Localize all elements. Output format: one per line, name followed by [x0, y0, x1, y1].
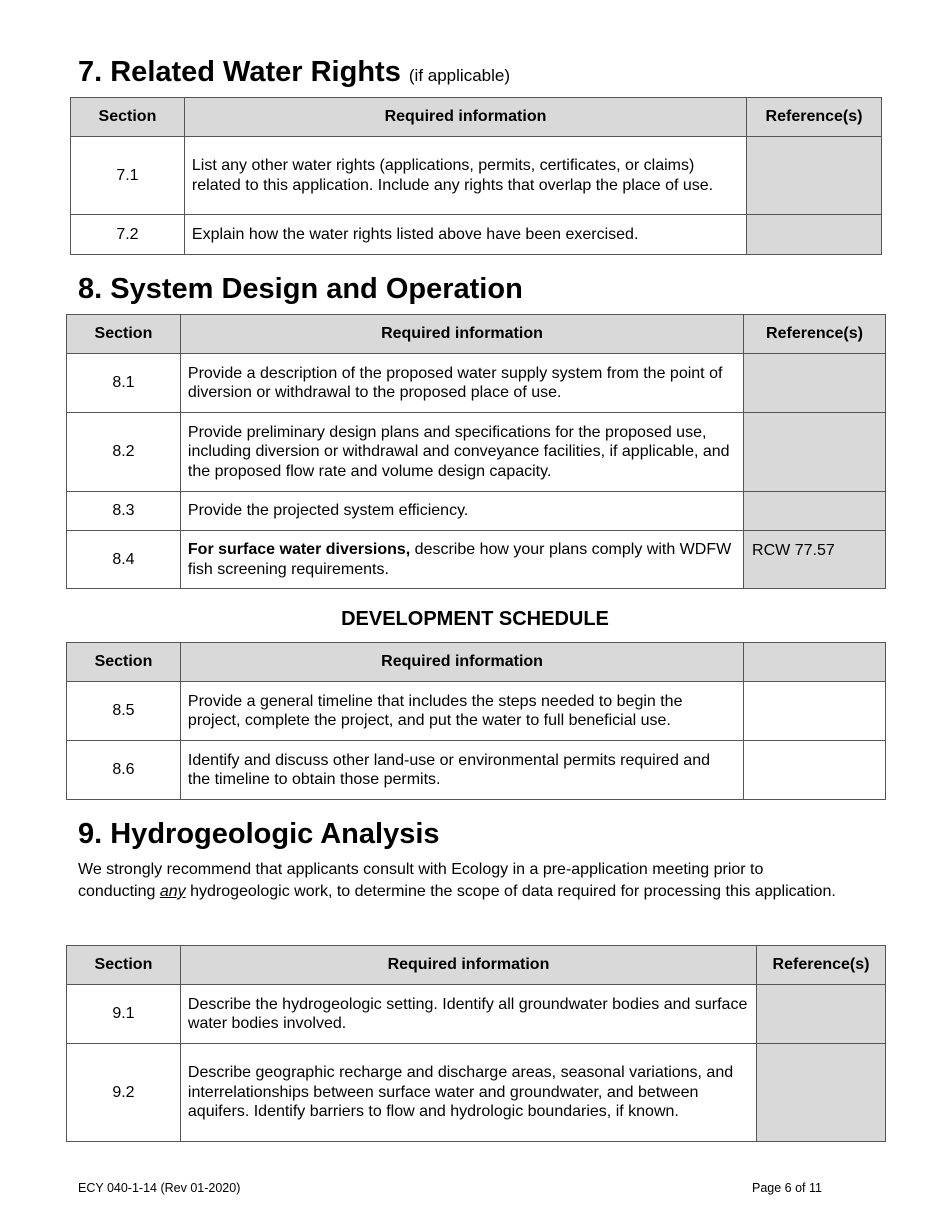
header-references: Reference(s)	[757, 946, 886, 985]
required-information: Provide a description of the proposed water supply system from the point of diversion or withdrawal to the proposed place of use.	[180, 354, 743, 413]
required-information: Describe geographic recharge and discharge areas, seasonal variations, and interrelationships between surface water and groundwater, and between aquifers. Identify barriers to flow and hydrologic boundaries, if known.	[180, 1044, 756, 1142]
header-section: Section	[71, 98, 185, 137]
header-references: Reference(s)	[747, 98, 882, 137]
section-9-heading	[78, 818, 440, 851]
section-number: 7.1	[71, 137, 185, 215]
table-header-row	[67, 315, 886, 354]
required-information: Describe the hydrogeologic setting. Identify all groundwater bodies and surface water bodies involved.	[180, 985, 756, 1044]
table-row	[67, 354, 886, 413]
reference-field[interactable]	[747, 137, 882, 215]
footer-page-number: Page 6 of 11	[752, 1181, 822, 1195]
header-required-information: Required information	[180, 315, 743, 354]
section-number: 8.3	[67, 492, 181, 531]
reference-field[interactable]	[747, 215, 882, 255]
intro-emphasis: any	[159, 883, 186, 900]
table-row	[67, 492, 886, 531]
table-row	[67, 531, 886, 589]
header-required-information: Required information	[180, 946, 756, 985]
section-number: 9.2	[67, 1044, 181, 1142]
table-header-row	[71, 98, 882, 137]
header-section: Section	[67, 315, 181, 354]
section-number: 7.2	[71, 215, 185, 255]
section-7-heading	[78, 56, 510, 89]
reference-field[interactable]	[744, 492, 886, 531]
table-row	[67, 1044, 886, 1142]
section-number: 8.4	[67, 531, 181, 589]
reference-field[interactable]	[744, 413, 886, 492]
section-9-intro	[78, 859, 838, 903]
section-number: 8.1	[67, 354, 181, 413]
section-7-qualifier: (if applicable)	[408, 66, 510, 85]
header-references	[744, 643, 886, 682]
intro-text-end: hydrogeologic work, to determine the scope of data required for processing this application.	[185, 883, 836, 900]
required-information: List any other water rights (applications, permits, certificates, or claims) related to this application. Include any rights that overlap the place of use.	[184, 137, 746, 215]
section-7-title: 7. Related Water Rights	[78, 56, 401, 88]
section-number: 9.1	[67, 985, 181, 1044]
section-number: 8.2	[67, 413, 181, 492]
section-9-table	[66, 945, 886, 1142]
header-references: Reference(s)	[744, 315, 886, 354]
surface-water-label: For surface water diversions,	[187, 541, 411, 558]
intro-text-start: We strongly recommend that applicants consult with Ecology in a pre-application meeting prior to conducting	[78, 861, 764, 900]
header-required-information: Required information	[184, 98, 746, 137]
reference-field[interactable]	[744, 354, 886, 413]
required-information-text: describe how your plans comply with WDFW fish screening requirements.	[187, 541, 732, 578]
required-information: Provide preliminary design plans and specifications for the proposed use, including diversion or withdrawal and conveyance facilities, if applicable, and the proposed flow rate and volume design capacity.	[180, 413, 743, 492]
footer-form-id: ECY 040-1-14 (Rev 01-2020)	[78, 1181, 241, 1195]
table-header-row	[67, 946, 886, 985]
table-row	[71, 215, 882, 255]
required-information: Provide a general timeline that includes the steps needed to begin the project, complete the project, and put the water to full beneficial use.	[180, 682, 743, 741]
header-required-information: Required information	[180, 643, 743, 682]
reference-field[interactable]: RCW 77.57	[744, 531, 886, 589]
table-row	[67, 741, 886, 800]
table-row	[67, 682, 886, 741]
development-schedule-table	[66, 642, 886, 800]
section-9-title: 9. Hydrogeologic Analysis	[78, 818, 440, 850]
section-8-title: 8. System Design and Operation	[78, 273, 523, 305]
section-number: 8.5	[67, 682, 181, 741]
required-information	[180, 531, 743, 589]
header-section: Section	[67, 643, 181, 682]
required-information: Explain how the water rights listed above have been exercised.	[184, 215, 746, 255]
required-information: Identify and discuss other land-use or environmental permits required and the timeline to obtain those permits.	[180, 741, 743, 800]
table-header-row	[67, 643, 886, 682]
section-8-heading	[78, 273, 523, 306]
section-number: 8.6	[67, 741, 181, 800]
table-row	[67, 413, 886, 492]
table-row	[67, 985, 886, 1044]
reference-field[interactable]	[744, 741, 886, 800]
reference-field[interactable]	[744, 682, 886, 741]
header-section: Section	[67, 946, 181, 985]
development-schedule-heading: DEVELOPMENT SCHEDULE	[341, 608, 609, 630]
section-7-table	[70, 97, 882, 255]
reference-field[interactable]	[757, 985, 886, 1044]
required-information: Provide the projected system efficiency.	[180, 492, 743, 531]
table-row	[71, 137, 882, 215]
section-8-table	[66, 314, 886, 589]
reference-field[interactable]	[757, 1044, 886, 1142]
